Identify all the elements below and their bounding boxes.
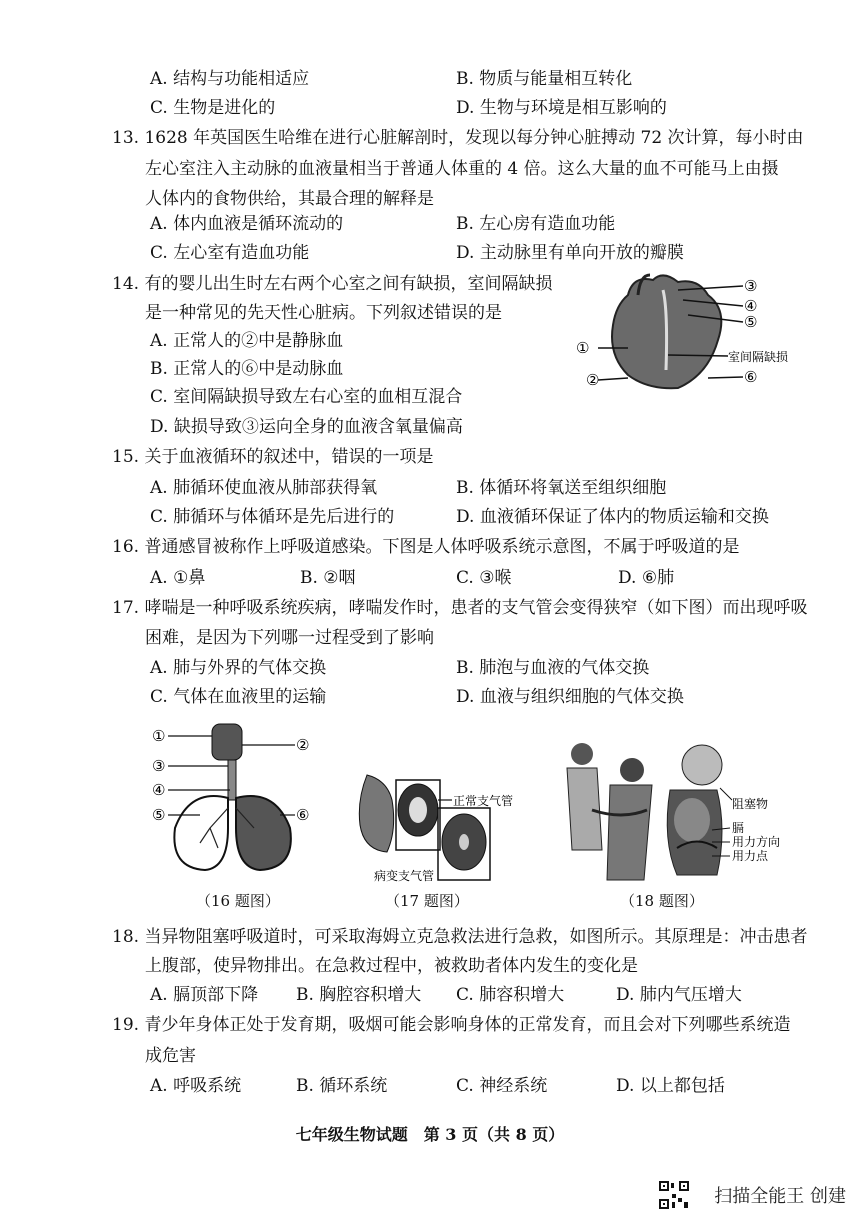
lung-sketch (359, 775, 393, 852)
nasal-cavity (212, 724, 242, 760)
q19-option-a: A. 呼吸系统 (150, 1076, 242, 1096)
q18-option-d: D. 肺内气压增大 (616, 985, 742, 1005)
rescuer-body (567, 768, 602, 850)
q12-option-c: C. 生物是进化的 (150, 98, 276, 118)
q13-stem-line1: 13. 1628 年英国医生哈维在进行心脏解剖时，发现以每分钟心脏搏动 72 次计算，每小时由 (112, 128, 804, 148)
q16-option-d: D. ⑥肺 (618, 568, 675, 588)
heart-label-1: ① (576, 339, 590, 357)
q12-option-a: A. 结构与功能相适应 (150, 69, 310, 89)
q16-stem: 16. 普通感冒被称作上呼吸道感染。下图是人体呼吸系统示意图，不属于呼吸道的是 (112, 537, 740, 557)
q13-stem-line2: 左心室注入主动脉的血液量相当于普通人体重的 4 倍。这么大量的血不可能马上由摄 (145, 159, 779, 179)
q15-option-c: C. 肺循环与体循环是先后进行的 (150, 507, 395, 527)
diaphragm-label: 膈 (732, 821, 745, 835)
fig17-caption: （17 题图） (385, 892, 469, 910)
left-lung (174, 796, 228, 870)
q18-stem-line1: 18. 当异物阻塞呼吸道时，可采取海姆立克急救法进行急救，如图所示。其原理是：冲击患者 (112, 927, 808, 947)
right-lung (236, 796, 291, 870)
lung-side-view (674, 798, 710, 842)
page-footer: 七年级生物试题 第 3 页（共 8 页） (295, 1125, 565, 1144)
normal-bronchus-label: 正常支气管 (453, 794, 514, 808)
q17-stem-line1: 17. 哮喘是一种呼吸系统疾病，哮喘发作时，患者的支气管会变得狭窄（如下图）而出现呼吸 (112, 598, 808, 618)
q18-stem-line2: 上腹部，使异物排出。在急救过程中，被救助者体内发生的变化是 (145, 956, 638, 976)
q19-option-b: B. 循环系统 (296, 1076, 388, 1096)
resp-label-4: ④ (152, 781, 166, 799)
resp-label-3: ③ (152, 757, 166, 775)
respiratory-system-diagram (150, 718, 325, 883)
q14-stem-line1: 14. 有的婴儿出生时左右两个心室之间有缺损，室间隔缺损 (112, 274, 553, 294)
heart-label-2: ② (586, 371, 600, 389)
q17-option-c: C. 气体在血液里的运输 (150, 687, 327, 707)
resp-label-2: ② (296, 736, 310, 754)
heart-label-6: ⑥ (744, 368, 758, 386)
heart-label-4: ④ (744, 297, 758, 315)
scanner-watermark: 扫描全能王 创建 (714, 1186, 846, 1207)
q19-stem-line1: 19. 青少年身体正处于发育期，吸烟可能会影响身体的正常发育，而且会对下列哪些系统造 (112, 1015, 791, 1035)
q17-option-d: D. 血液与组织细胞的气体交换 (456, 687, 684, 707)
heart-label-5: ⑤ (744, 313, 758, 331)
q19-stem-line2: 成危害 (145, 1046, 196, 1066)
q14-option-c: C. 室间隔缺损导致左右心室的血相互混合 (150, 387, 463, 407)
bronchus-diagram (352, 770, 537, 885)
resp-label-6: ⑥ (296, 806, 310, 824)
q15-option-b: B. 体循环将氧送至组织细胞 (456, 478, 667, 498)
q13-option-a: A. 体内血液是循环流动的 (150, 214, 344, 234)
q16-option-b: B. ②咽 (300, 568, 356, 588)
resp-label-5: ⑤ (152, 806, 166, 824)
q14-stem-line2: 是一种常见的先天性心脏病。下列叙述错误的是 (145, 303, 502, 323)
trachea (228, 760, 236, 800)
q13-option-d: D. 主动脉里有单向开放的瓣膜 (456, 243, 684, 263)
heart-diagram (568, 270, 789, 400)
q15-option-a: A. 肺循环使血液从肺部获得氧 (150, 478, 378, 498)
q12-option-d: D. 生物与环境是相互影响的 (456, 98, 667, 118)
q15-stem: 15. 关于血液循环的叙述中，错误的一项是 (112, 447, 434, 467)
q18-option-a: A. 膈顶部下降 (150, 985, 259, 1005)
rescuer-head (571, 743, 593, 765)
q13-stem-line3: 人体内的食物供给，其最合理的解释是 (145, 189, 434, 209)
resp-label-1: ① (152, 727, 166, 745)
heart-label-defect: 室间隔缺损 (728, 350, 789, 364)
q12-option-b: B. 物质与能量相互转化 (456, 69, 633, 89)
blockage-label: 阻塞物 (732, 797, 769, 811)
q13-option-b: B. 左心房有造血功能 (456, 214, 616, 234)
force-direction-label: 用力方向 (732, 835, 781, 849)
side-view-head (682, 745, 722, 785)
q17-option-a: A. 肺与外界的气体交换 (150, 658, 327, 678)
q14-option-a: A. 正常人的②中是静脉血 (150, 331, 344, 351)
heart-label-3: ③ (744, 277, 758, 295)
q13-option-c: C. 左心室有造血功能 (150, 243, 310, 263)
heimlich-diagram (552, 740, 802, 888)
q17-stem-line2: 困难，是因为下列哪一过程受到了影响 (145, 628, 434, 648)
patient-head (620, 758, 644, 782)
q17-option-b: B. 肺泡与血液的气体交换 (456, 658, 650, 678)
qr-code-icon (658, 1180, 690, 1210)
q16-option-c: C. ③喉 (456, 568, 512, 588)
force-point-label: 用力点 (732, 849, 769, 863)
fig16-caption: （16 题图） (196, 892, 280, 910)
patient-body (607, 785, 652, 880)
q19-option-d: D. 以上都包括 (616, 1076, 725, 1096)
q18-option-b: B. 胸腔容积增大 (296, 985, 422, 1005)
q16-option-a: A. ①鼻 (150, 568, 206, 588)
q19-option-c: C. 神经系统 (456, 1076, 548, 1096)
q18-option-c: C. 肺容积增大 (456, 985, 565, 1005)
q14-option-b: B. 正常人的⑥中是动脉血 (150, 359, 344, 379)
diseased-bronchus-label: 病变支气管 (374, 869, 435, 883)
q15-option-d: D. 血液循环保证了体内的物质运输和交换 (456, 507, 769, 527)
fig18-caption: （18 题图） (620, 892, 704, 910)
q14-option-d: D. 缺损导致③运向全身的血液含氧量偏高 (150, 417, 463, 437)
